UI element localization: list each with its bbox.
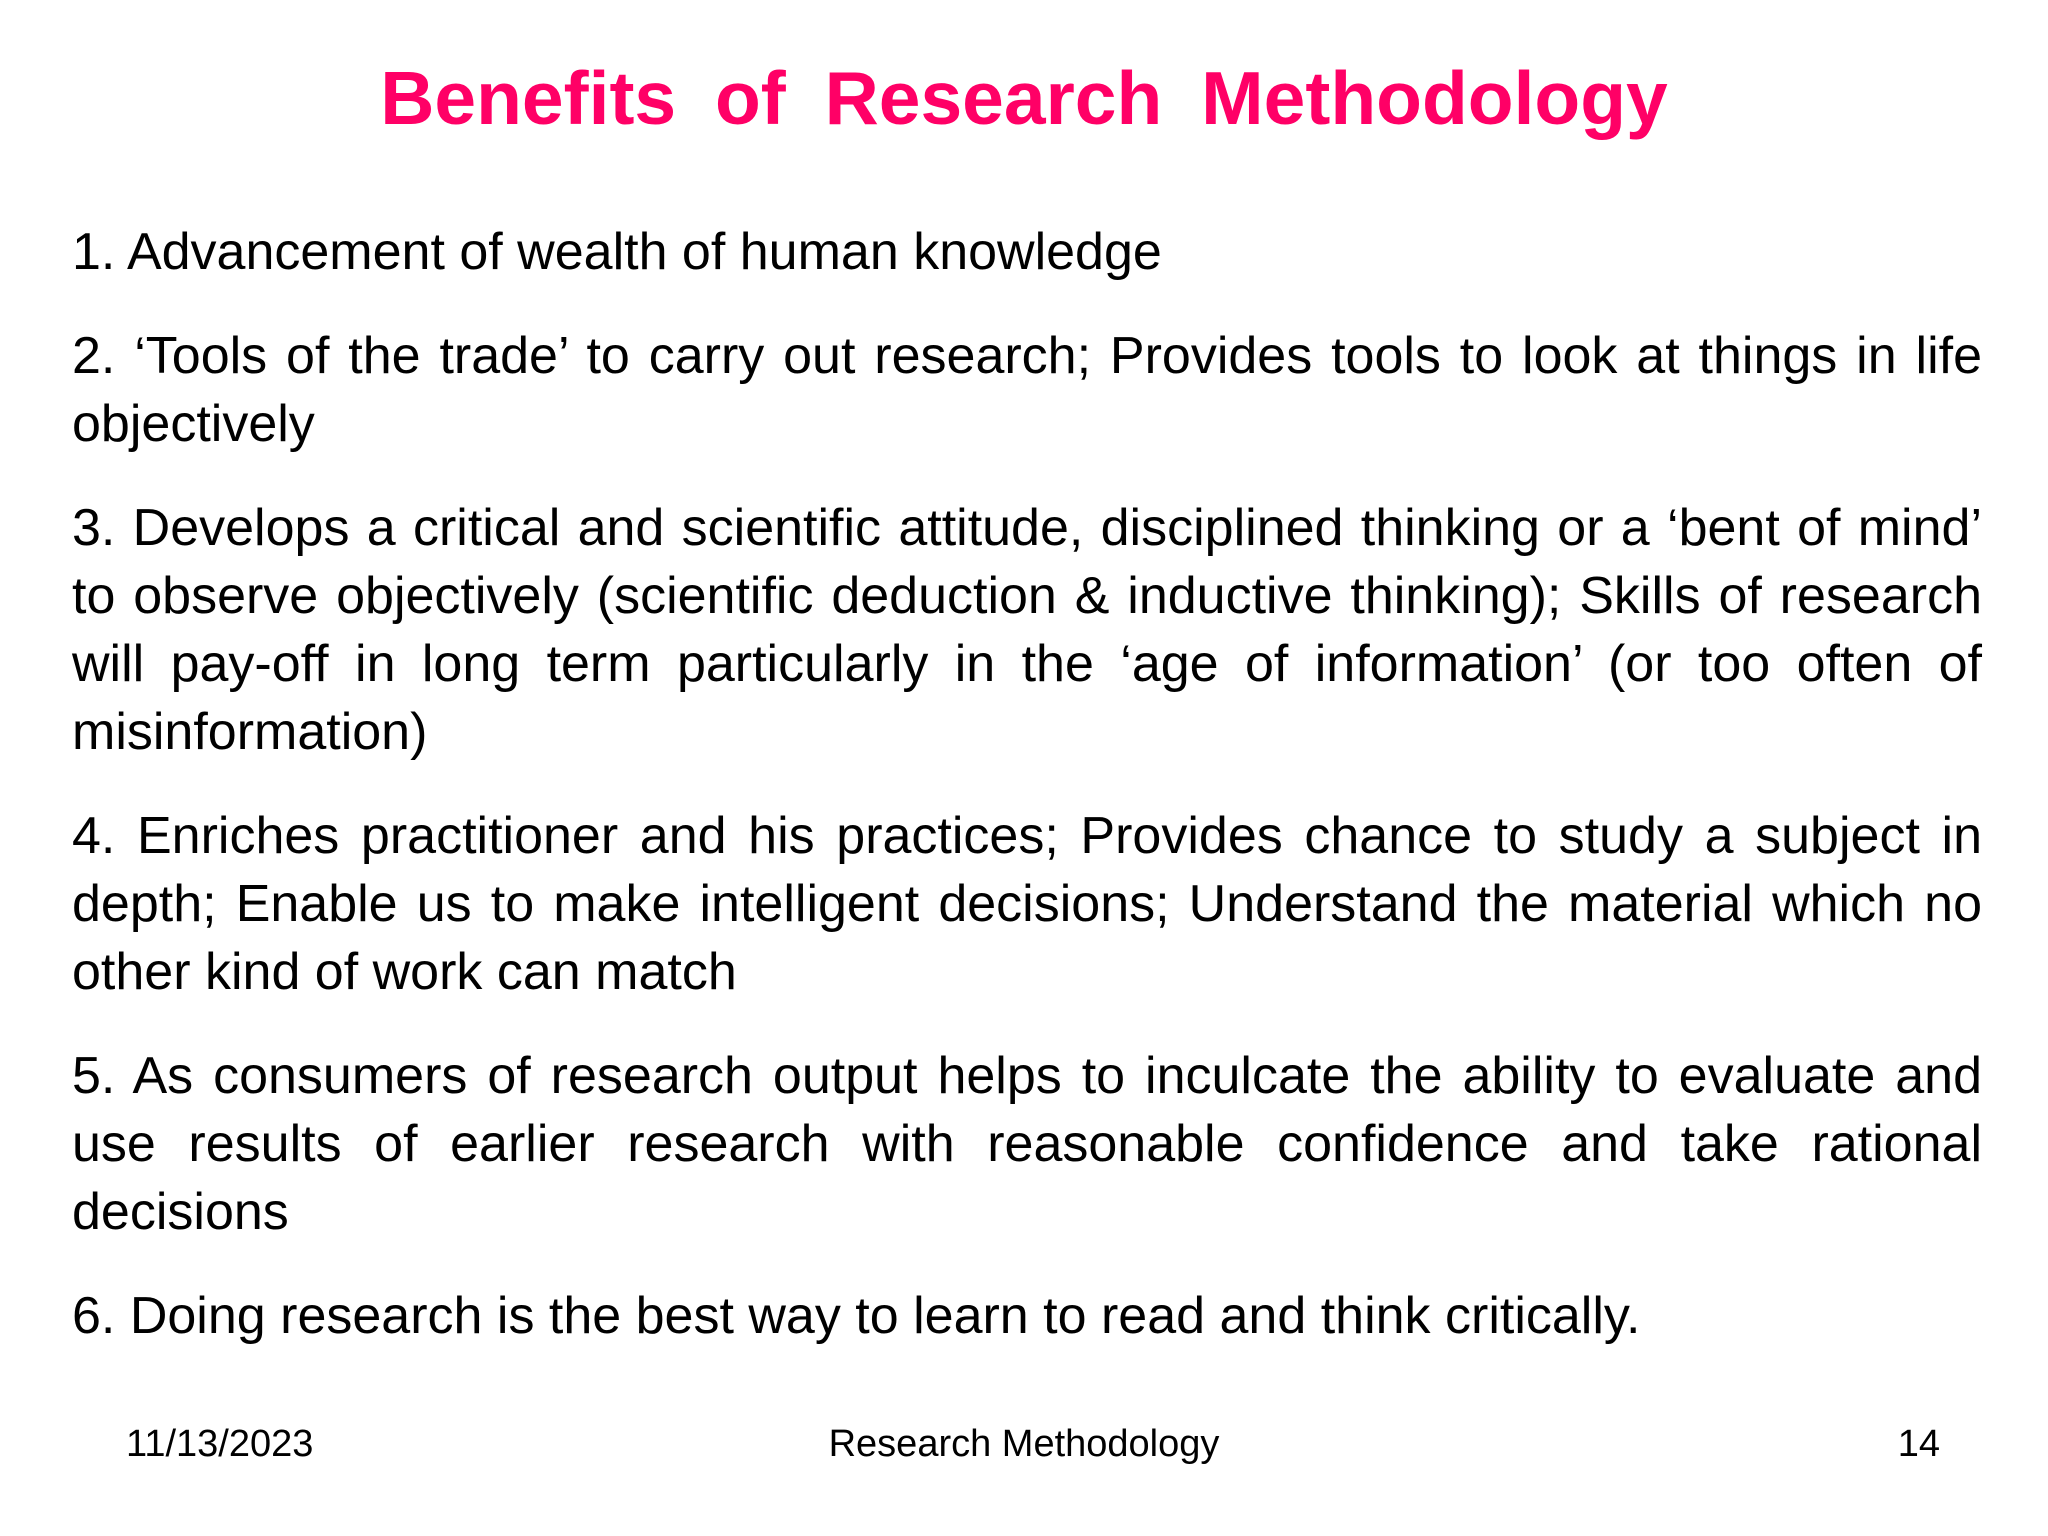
footer-date: 11/13/2023: [126, 1423, 314, 1465]
list-item-5: 5. As consumers of research output helps to inculcate the ability to evaluate and use results of earlier research with reasonable confidence and take rational decisions: [72, 1047, 1982, 1241]
list-item-2: 2. ‘Tools of the trade’ to carry out research; Provides tools to look at things in life objectively: [72, 327, 1982, 453]
footer-page-number: 14: [1897, 1423, 1940, 1465]
list-item-4: 4. Enriches practitioner and his practices; Provides chance to study a subject in depth; Enable us to make intelligent decisions; Understand the material which no other kind of work can match: [72, 807, 1982, 1001]
slide-title: Benefits of Research Methodology: [380, 56, 1668, 140]
list-item-1: 1. Advancement of wealth of human knowledge: [72, 223, 1162, 281]
benefits-list: [72, 218, 1982, 1386]
footer-title: Research Methodology: [828, 1423, 1220, 1465]
list-item-6: 6. Doing research is the best way to learn to read and think critically.: [72, 1287, 1641, 1345]
list-item-3: 3. Develops a critical and scientific attitude, disciplined thinking or a ‘bent of mind’ to observe objectively (scientific deduction & inductive thinking); Skills of research will pay-off in long term particularly in the ‘age of information’ (or too often of misinformation): [72, 499, 1982, 761]
